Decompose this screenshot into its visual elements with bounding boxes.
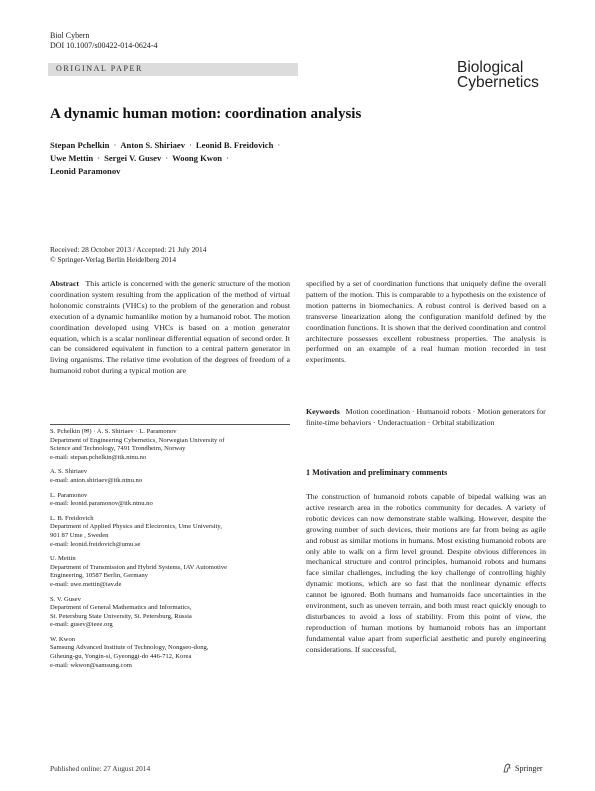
doi: DOI 10.1007/s00422-014-0624-4: [50, 41, 158, 50]
affiliation-email[interactable]: e-mail: uwe.mettin@iav.de: [50, 580, 122, 588]
affiliation-line: Department of Engineering Cybernetics, Norwegian University of: [50, 436, 225, 444]
affiliation-block: [50, 515, 295, 549]
author-separator: ·: [226, 153, 229, 163]
affiliation-line: St. Petersburg State University, St. Petersburg, Russia: [50, 612, 192, 620]
affiliation-line: Engineering, 10587 Berlin, Germany: [50, 572, 148, 580]
affiliation-line: S. Pchelkin (✉) · A. S. Shiriaev · L. Paramonov: [50, 428, 177, 435]
affiliation-line: L. Paramonov: [50, 491, 88, 499]
affiliation-line: Science and Technology, 7491 Trondheim, Norway: [50, 445, 186, 453]
publisher-name: Springer: [515, 763, 543, 773]
affiliation-rule: [50, 424, 290, 425]
section-heading: 1 Motivation and preliminary comments: [306, 468, 448, 477]
body-paragraph: The construction of humanoid robots capable of bipedal walking was an active research area in the robotics community for decades. A variety of robotic devices can now demonstrate stable walking. However, despite the growing number of such devices, their motions are far from being as agile and robust as similar motions in humans. Most existing humanoid robots are only able to walk on a firm level ground. Despite obvious differences in mechanical structure and control principles, humanoid robots and humans face similar challenges, including the key challenge of controlling highly dynamic motions, which are so fast that the nonlinear dynamic effects cannot be ignored. Both humans and humanoids face uncertainties in the environment, such as uneven terrain, and both must react quickly enough to disturbances to avoid a loss of stability. From this point of view, the reproduction of human motions by humanoid robots has an important fundamental value apart from superficial aesthetic and purely engineering considerations. If successful,: [306, 492, 546, 654]
received-dates: Received: 28 October 2013 / Accepted: 21 July 2014: [50, 245, 207, 254]
affiliations: [50, 428, 295, 676]
keywords-text: Motion coordination · Humanoid robots · Motion generators for finite-time behaviors · Underactuation · Orbital stabilization: [306, 407, 546, 427]
author-separator: ·: [97, 153, 101, 163]
logo-line-2: Cybernetics: [457, 74, 539, 91]
author-separator: ·: [113, 140, 117, 150]
publication-date: Published online: 27 August 2014: [50, 764, 151, 773]
journal-name: Biol Cybern: [50, 31, 90, 40]
author: Anton S. Shiriaev: [120, 140, 186, 150]
affiliation-line: Giheung-gu, Yongin-si, Gyeonggi-do 446-712, Korea: [50, 653, 192, 661]
affiliation-line: Samsung Advanced Institute of Technology, Nongseo-dong,: [50, 644, 209, 652]
author-separator: ·: [189, 140, 192, 150]
affiliation-line: 901 87 Ume , Sweden: [50, 531, 109, 539]
copyright: © Springer-Verlag Berlin Heidelberg 2014: [50, 254, 177, 264]
affiliation-email[interactable]: e-mail: wkwon@samsung.com: [50, 661, 132, 669]
paper-title: A dynamic human motion: coordination analysis: [50, 106, 362, 122]
affiliation-line: W. Kwon: [50, 635, 76, 643]
affiliation-block: [50, 492, 295, 509]
affiliation-block: [50, 468, 295, 485]
author: Uwe Mettin: [50, 153, 94, 163]
abstract-text: This article is concerned with the generic structure of the motion coordination system resulting from the application of the method of virtual holonomic constraints (VHCs) to the problem of the generation and robust execution of a dynamic humanlike motion by a humanoid robot. The motion coordination developed using VHCs is based on a motion generator equation, which is a scalar nonlinear differential equation of second order. It can be considered equivalent in function to a central pattern generator in living organisms. The relative time evolution of the degrees of freedom of a humanoid robot during a typical motion are: [50, 279, 290, 376]
running-header: [50, 31, 158, 51]
article-type-label: ORIGINAL PAPER: [56, 64, 143, 73]
affiliation-line: L. B. Freidovich: [50, 514, 94, 522]
abstract-col1: [50, 279, 290, 377]
affiliation-line: A. S. Shiriaev: [50, 468, 87, 476]
affiliation-email[interactable]: e-mail: leonid.paramonov@itk.ntnu.no: [50, 500, 153, 508]
author: Leonid B. Freidovich: [195, 140, 274, 150]
affiliation-line: U. Mettin: [50, 555, 76, 563]
affiliation-line: Department of Applied Physics and Electronics, Ume University,: [50, 523, 222, 531]
author-separator: ·: [165, 153, 169, 163]
logo-line-1: Biological: [457, 59, 524, 76]
abstract-col2: [306, 279, 546, 366]
springer-horse-icon: [502, 763, 512, 773]
affiliation-line: S. V. Gusev: [50, 595, 81, 603]
affiliation-line: Department of Transmission and Hybrid Systems, IAV Automotive: [50, 563, 228, 571]
affiliation-email[interactable]: e-mail: gusev@ieee.org: [50, 621, 113, 629]
author: Sergei V. Gusev: [104, 153, 162, 163]
affiliation-block: [50, 555, 295, 589]
keywords-label: Keywords: [306, 407, 340, 416]
affiliation-email[interactable]: e-mail: anton.shiriaev@itk.ntnu.no: [50, 476, 143, 484]
author: Woong Kwon: [172, 153, 223, 163]
affiliation-email[interactable]: e-mail: leonid.freidovich@umu.se: [50, 540, 141, 548]
keywords: [306, 407, 546, 429]
abstract-label: Abstract: [50, 279, 80, 288]
journal-logo: [457, 60, 549, 90]
affiliation-block: [50, 636, 295, 670]
springer-mark: [502, 763, 543, 773]
author: Stepan Pchelkin: [50, 140, 110, 150]
author: Leonid Paramonov: [50, 166, 121, 176]
author-list: [50, 139, 350, 178]
affiliation-email[interactable]: e-mail: stepan.pchelkin@itk.ntnu.no: [50, 453, 147, 461]
abstract-text-cont: specified by a set of coordination functions that uniquely define the overall pattern of the motion. This is comparable to a hypothesis on the existence of motion patterns in biomechanics. A robust control is derived based on a transverse linearization along the configuration manifold defined by the coordination functions. It is shown that the derived coordination and control architecture possesses excellent robustness properties. The analysis is performed on an example of a real human motion recorded in test experiments.: [306, 279, 546, 365]
article-type-band: [48, 63, 298, 76]
author-separator: ·: [277, 140, 281, 150]
received-info: [50, 245, 206, 264]
affiliation-line: Department of General Mathematics and Informatics,: [50, 604, 192, 612]
affiliation-block: [50, 596, 295, 630]
affiliation-block: [50, 428, 295, 462]
